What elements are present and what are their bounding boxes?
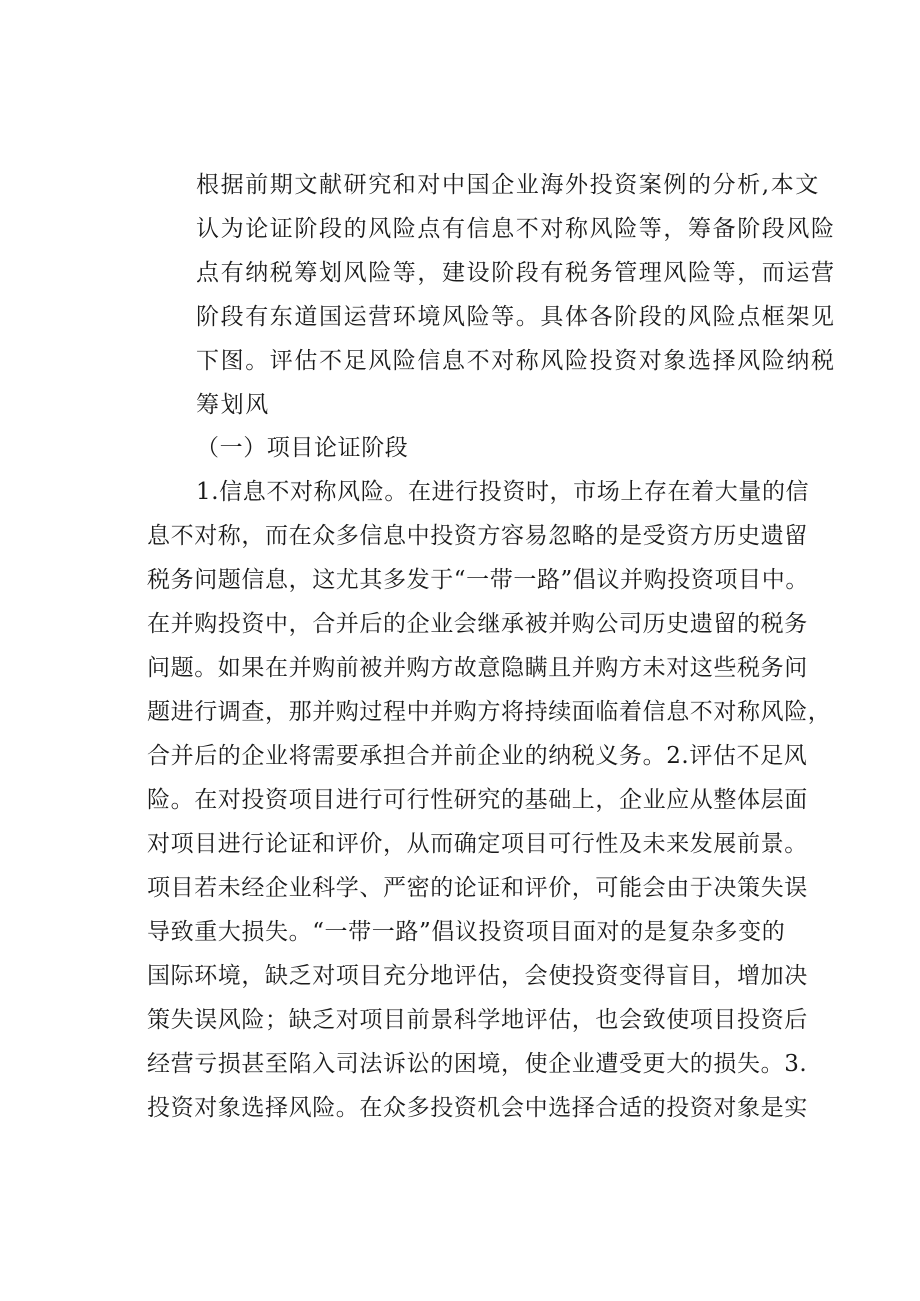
body-line-3: 税务问题信息，这尤其多发于“一带一路”倡议并购投资项目中。 [147,567,809,593]
intro-line-2: 认为论证阶段的风险点有信息不对称风险等，筹备阶段风险 [196,216,836,242]
body-line-9: 对项目进行论证和评价，从而确定项目可行性及未来发展前景。 [147,831,808,857]
body-line-11: 导致重大损失。“一带一路”倡议投资项目面对的是复杂多变的 [147,919,786,945]
intro-line-4: 阶段有东道国运营环境风险等。具体各阶段的风险点框架见 [196,304,836,330]
body-line-5: 问题。如果在并购前被并购方故意隐瞒且并购方未对这些税务问 [147,655,808,681]
intro-line-6: 筹划风 [196,392,270,418]
body-line-1: 1.信息不对称风险。在进行投资时，市场上存在着大量的信 [196,479,810,505]
intro-line-1: 根据前期文献研究和对中国企业海外投资案例的分析,本文 [196,172,820,198]
body-line-8: 险。在对投资项目进行可行性研究的基础上，企业应从整体层面 [147,787,808,813]
body-line-13: 策失误风险；缺乏对项目前景科学地评估，也会致使项目投资后 [147,1007,808,1033]
body-line-7: 合并后的企业将需要承担合并前企业的纳税义务。2.评估不足风 [147,743,808,769]
body-line-4: 在并购投资中，合并后的企业会继承被并购公司历史遗留的税务 [147,611,808,637]
intro-line-5: 下图。评估不足风险信息不对称风险投资对象选择风险纳税 [196,348,836,374]
intro-line-3: 点有纳税筹划风险等，建设阶段有税务管理风险等，而运营 [196,260,836,286]
body-line-12: 国际环境，缺乏对项目充分地评估，会使投资变得盲目，增加决 [147,963,808,989]
body-line-15: 投资对象选择风险。在众多投资机会中选择合适的投资对象是实 [147,1095,808,1121]
body-line-14: 经营亏损甚至陷入司法诉讼的困境，使企业遭受更大的损失。3. [147,1051,808,1077]
body-line-6: 题进行调查，那并购过程中并购方将持续面临着信息不对称风险， [147,699,832,725]
body-line-10: 项目若未经企业科学、严密的论证和评价，可能会由于决策失误 [147,875,808,901]
section-heading: （一）项目论证阶段 [196,435,409,461]
body-line-2: 息不对称，而在众多信息中投资方容易忽略的是受资方历史遗留 [147,523,808,549]
